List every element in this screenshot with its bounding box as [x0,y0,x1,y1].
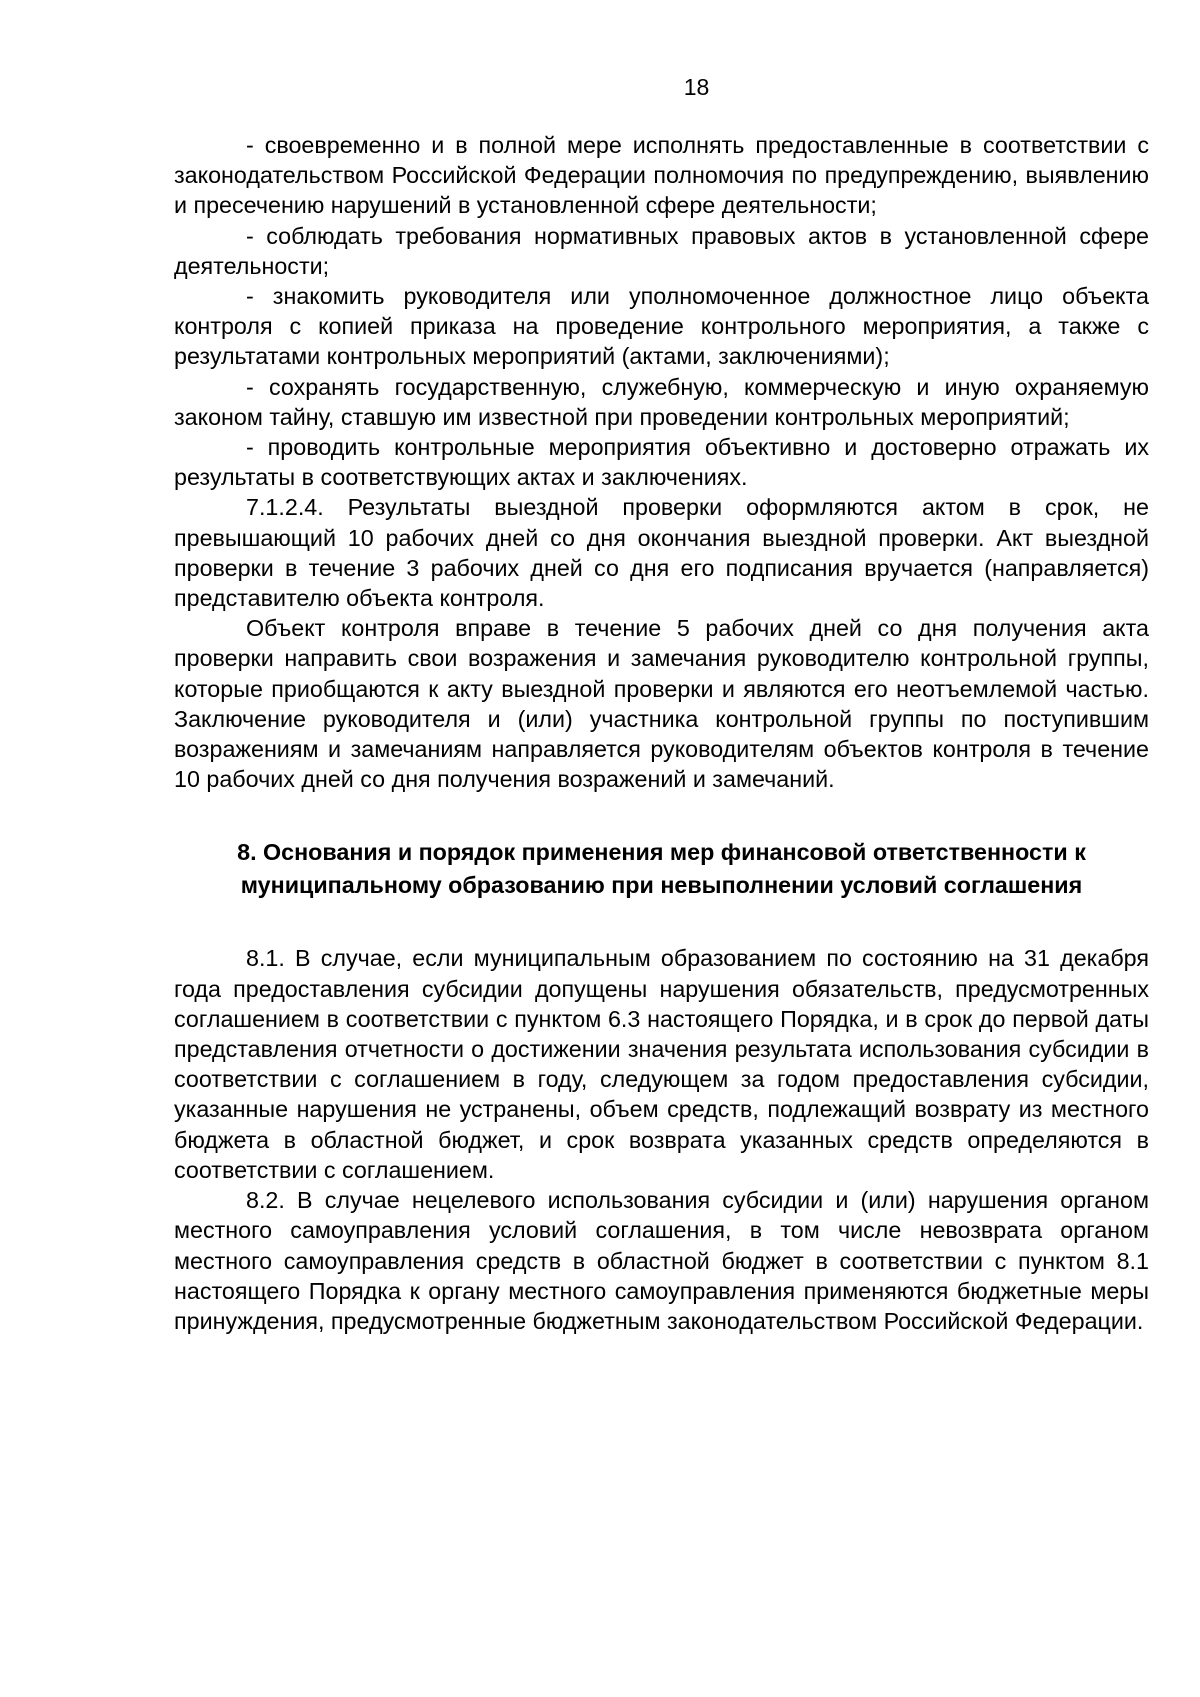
list-item-duty: - соблюдать требования нормативных правовых актов в установленной сфере деятельности; [174,222,1149,279]
page-number: 18 [683,74,710,100]
paragraph-objection-rights: Объект контроля вправе в течение 5 рабочих дней со дня получения акта проверки направить свои возражения и замечания руководителю контрольной группы, которые приобщаются к акту выездной проверки и являются его неотъемлемой частью. Заключение руководителя и (или) участника контрольной группы по поступившим возражениям и замечаниям направляется руководителям объектов контроля в течение 10 рабочих дней со дня получения возражений и замечаний. [174,615,1149,793]
list-item-duty: - своевременно и в полной мере исполнять предоставленные в соответствии с законодательством Российской Федерации полномочия по предупреждению, выявлению и пресечению нарушений в установленной сфере деятельности; [174,132,1149,219]
section-heading: 8. Основания и порядок применения мер финансовой ответственности к муниципальному образованию при невыполнении условий соглашения [237,839,1086,899]
paragraph-8-2: 8.2. В случае нецелевого использования субсидии и (или) нарушения органом местного самоуправления условий соглашения, в том числе невозврата органом местного самоуправления средств в областной бюджет в соответствии с пунктом 8.1 настоящего Порядка к органу местного самоуправления применяются бюджетные меры принуждения, предусмотренные бюджетным законодательством Российской Федерации. [174,1187,1149,1334]
document-body [174,130,1149,1336]
paragraph-8-1: 8.1. В случае, если муниципальным образованием по состоянию на 31 декабря года предоставления субсидии допущены нарушения обязательств, предусмотренных соглашением в соответствии с пунктом 6.3 настоящего Порядка, и в срок до первой даты представления отчетности о достижении значения результата использования субсидии в соответствии с соглашением в году, следующем за годом предоставления субсидии, указанные нарушения не устранены, объем средств, подлежащий возврату из местного бюджета в областной бюджет, и срок возврата указанных средств определяются в соответствии с соглашением. [174,945,1149,1183]
list-item-duty: - сохранять государственную, служебную, коммерческую и иную охраняемую законом тайну, ставшую им известной при проведении контрольных мероприятий; [174,373,1149,430]
paragraph-7-1-2-4: 7.1.2.4. Результаты выездной проверки оформляются актом в срок, не превышающий 10 рабочих дней со дня окончания выездной проверки. Акт выездной проверки в течение 3 рабочих дней со дня его подписания вручается (направляется) представителю объекта контроля. [174,494,1149,612]
list-item-duty: - проводить контрольные мероприятия объективно и достоверно отражать их результаты в соответствующих актах и заключениях. [174,434,1149,491]
list-item-duty: - знакомить руководителя или уполномоченное должностное лицо объекта контроля с копией приказа на проведение контрольного мероприятия, а также с результатами контрольных мероприятий (актами, заключениями); [174,283,1149,370]
